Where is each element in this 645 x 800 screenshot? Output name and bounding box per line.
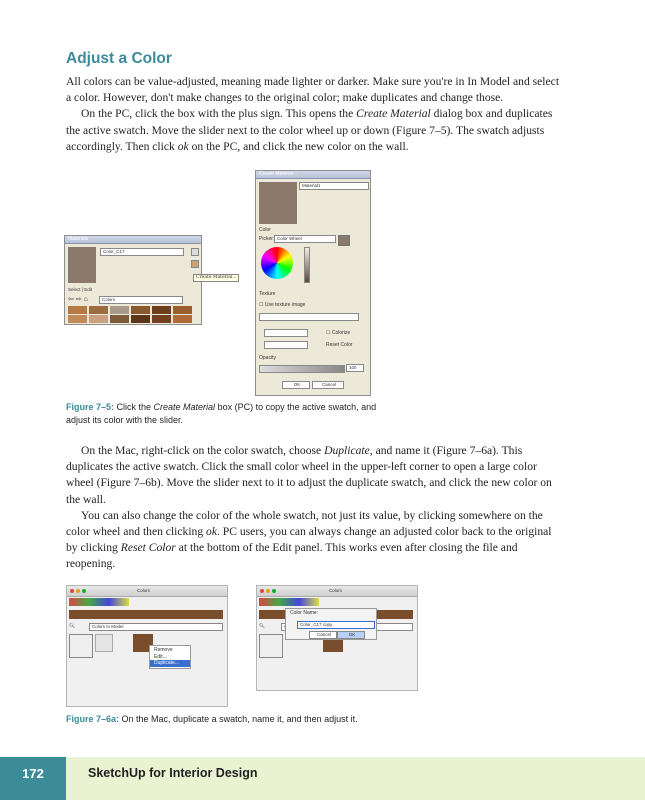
color-chip[interactable] [110,315,129,323]
color-chip[interactable] [110,306,129,314]
nav-icons[interactable]: ⇦ ⇨ ⌂ [68,296,88,303]
paragraph-3-b: , and name it (Figure 7–6a). This duplicates the active swatch. Click the small color wheel in the upper-left corner to open a large color wheel (Figure 7–6b). Move the slider next to it to adjust the duplicate swatch, and click the new color on the wall. [66,444,552,506]
mac-titlebar [67,586,227,597]
paragraph-4-italic: ok [206,525,217,539]
colorize-label: Colorize [331,330,351,336]
figure-7-6a-caption [66,713,466,726]
reset-color-button[interactable]: Reset Color [326,342,353,348]
close-icon[interactable] [70,589,74,593]
figure-7-6a-label: Figure 7–6a: [66,714,120,724]
menu-item-edit[interactable]: Edit... [154,653,167,660]
page-footer [0,757,645,800]
material-name-field: Color_C17 [100,248,184,256]
close-icon[interactable] [260,589,264,593]
zoom-icon[interactable] [82,589,86,593]
menu-item-remove[interactable]: Remove [154,647,173,653]
paragraph-2 [66,106,560,155]
opacity-slider[interactable] [259,365,345,373]
materials-panel-screenshot [64,235,202,325]
texture-height-field[interactable] [264,341,308,349]
color-chip[interactable] [131,315,150,323]
create-material-button[interactable] [191,248,199,256]
figure-7-5-label: Figure 7–5: [66,402,115,412]
dialog-cancel-button[interactable]: Cancel [312,381,344,389]
texture-width-field[interactable] [264,329,308,337]
mac-dropdown-left[interactable]: Colors In Model [89,623,223,631]
dialog-titlebar: Create Material... [256,171,370,179]
dialog-ok-button[interactable]: OK [282,381,310,389]
dialog-name-field[interactable]: Material1 [299,182,369,190]
opacity-value[interactable]: 100 [346,364,364,372]
figure-7-5-caption-b: box (PC) to copy the active swatch, and adjust its color with the slider. [66,402,377,425]
menu-item-duplicate[interactable]: Duplicate... [150,660,190,667]
color-chip[interactable] [173,306,192,314]
page-number: 172 [0,757,66,800]
search-icon[interactable]: 🔍︎ [69,623,75,628]
mac-color-bar [69,610,223,619]
texture-path-field[interactable] [259,313,359,321]
figure-7-5-caption-a: Click the [114,402,154,412]
mac-colors-window-left [66,585,228,707]
figure-7-6a-caption-text: On the Mac, duplicate a swatch, name it, and then adjust it. [119,714,358,724]
edit-tab[interactable]: Edit [84,287,92,292]
color-chip[interactable] [131,306,150,314]
paragraph-2-b: dialog box and duplicates the active swatch. Move the slider next to the color wheel up or down (Figure 7–5). The swatch adjusts accordingly. Then click [66,107,553,153]
mac-window-title: Colors [137,588,151,593]
mac-toolbar-icons[interactable] [69,598,129,606]
zoom-icon[interactable] [272,589,276,593]
create-material-tooltip: Create Material... [193,274,239,282]
picker-label: Picker: [259,236,275,242]
paragraph-2-italic: Create Material [356,107,431,121]
minimize-icon[interactable] [76,589,80,593]
color-chip[interactable] [89,306,108,314]
search-icon[interactable]: 🔍︎ [259,623,265,628]
paragraph-2-a: On the PC, click the box with the plus sign. This opens the [81,107,357,121]
mac-titlebar-right [257,586,417,597]
mac-colors-window-right [256,585,418,691]
tabs: Select | Edit [68,287,92,292]
value-slider[interactable] [304,247,310,283]
minimize-icon[interactable] [266,589,270,593]
use-texture-label: Use texture image [264,302,306,308]
colorize-checkbox[interactable]: ☐ Colorize [326,330,351,336]
section-heading: Adjust a Color [66,50,172,67]
collection-dropdown[interactable]: Colors [99,296,183,304]
mac-grid-icon[interactable] [95,634,113,652]
color-wheel[interactable] [261,247,293,279]
color-chip[interactable] [152,315,171,323]
mac-toolbar-icons-right[interactable] [259,598,319,606]
figure-7-5-caption-italic: Create Material [153,402,216,412]
color-chip[interactable] [152,306,171,314]
paint-bucket-icon[interactable] [191,260,199,268]
paragraph-4-c: at the bottom of the Edit panel. This works even after closing the file and reopening. [66,541,518,571]
preview-swatch [338,235,350,246]
paragraph-4-b: . PC users, you can always change an adjusted color back to the original by clicking [66,525,552,555]
paragraph-3 [66,443,560,508]
create-material-dialog [255,170,371,396]
color-label: Color [259,227,271,233]
mac-window-title-right: Colors [329,588,343,593]
use-texture-checkbox[interactable]: ☐ Use texture image [259,302,306,308]
book-title: SketchUp for Interior Design [88,766,258,780]
name-dialog-ok[interactable]: OK [337,631,365,639]
name-dialog-cancel[interactable]: Cancel [309,631,337,639]
name-dialog-label: Color Name: [290,610,319,616]
paragraph-4 [66,508,560,573]
paragraph-2-italic2: ok [177,139,189,153]
intro-text [66,74,560,155]
dialog-swatch [259,182,297,224]
color-chip[interactable] [68,315,87,323]
mac-text [66,443,560,573]
picker-dropdown[interactable]: Color Wheel [274,235,336,243]
figure-7-5-caption [66,401,386,427]
paragraph-4-a: You can also change the color of the whole swatch, not just its value, by clicking somewhere on the color wheel and then clicking [66,508,543,539]
name-dialog-input[interactable]: Color_C17 copy [297,621,375,629]
active-swatch [68,247,96,283]
materials-titlebar: Materials [65,236,201,244]
paragraph-3-a: On the Mac, right-click on the color swatch, choose [81,444,325,457]
texture-label: Texture [259,291,276,297]
color-chip[interactable] [173,315,192,323]
context-menu [149,645,191,669]
mac-swatch-empty[interactable] [69,634,93,658]
color-chip[interactable] [68,306,87,314]
select-tab[interactable]: Select [68,287,81,292]
color-chip[interactable] [89,315,108,323]
mac-swatch-empty-right[interactable] [259,634,283,658]
paragraph-4-italic2: Reset Color [120,541,176,555]
paragraph-2-c: on the PC, and click the new color on the wall. [188,139,409,153]
paragraph-3-italic: Duplicate [324,444,370,457]
opacity-label: Opacity [259,355,276,361]
paragraph-1 [66,74,560,106]
paragraph-1-text: All colors can be value-adjusted, meaning made lighter or darker. Make sure you're in In Model and select a color. However, don't make changes to the original color; make duplicates and change those. [66,75,560,105]
